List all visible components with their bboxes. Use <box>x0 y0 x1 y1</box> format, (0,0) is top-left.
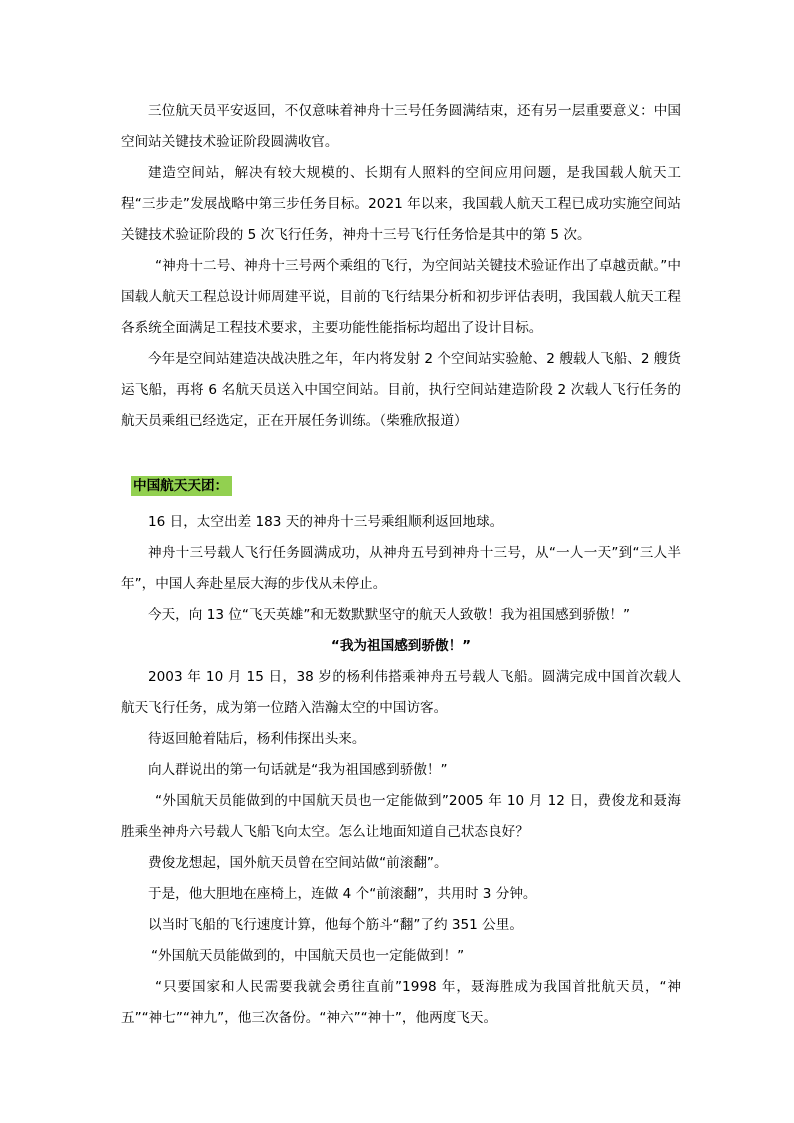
subsection-title: “我为祖国感到骄傲！” <box>330 638 472 654</box>
paragraph-roll-distance: 以当时飞船的飞行速度计算，他每个筋斗“翻”了约 351 公里。 <box>148 917 523 933</box>
paragraph-space-station-goal: 建造空间站，解决有较大规模的、长期有人照料的空间应用问题，是我国载人航天工程“三步走”发展战略中第三步任务目标。2021 年以来，我国载人航天工程已成功实施空间站关键技术验证阶段的 5 次飞行任务，神舟十三号飞行任务恰是其中的第 5 次。 <box>121 165 681 243</box>
paragraph-mission-success: 神舟十三号载人飞行任务圆满成功，从神舟五号到神舟十三号，从“一人一天”到“三人半年”，中国人奔赴星辰大海的步伐从未停止。 <box>121 545 681 592</box>
paragraph-can-do-quote: “外国航天员能做到的，中国航天员也一定能做到！” <box>151 948 465 964</box>
paragraph-salute: 今天，向 13 位“飞天英雄”和无数默默坚守的航天人致敬！我为祖国感到骄傲！” <box>148 607 631 623</box>
paragraph-first-words: 向人群说出的第一句话就是“我为祖国感到骄傲！” <box>148 762 448 778</box>
paragraph-return-day: 16 日，太空出差 183 天的神舟十三号乘组顺利返回地球。 <box>148 514 504 530</box>
section-heading-row <box>131 471 681 501</box>
paragraph-four-rolls: 于是，他大胆地在座椅上，连做 4 个“前滚翻”，共用时 3 分钟。 <box>148 886 537 902</box>
paragraph-chief-designer-quote: “神舟十二号、神舟十三号两个乘组的飞行，为空间站关键技术验证作出了卓越贡献。”中国载人航天工程总设计师周建平说，目前的飞行结果分析和初步评估表明，我国载人航天工程各系统全面满足工程技术要求，主要功能性能指标均超出了设计目标。 <box>121 258 681 336</box>
paragraph-return-significance: 三位航天员平安返回，不仅意味着神舟十三号任务圆满结束，还有另一层重要意义：中国空间站关键技术验证阶段圆满收官。 <box>121 103 681 150</box>
section-heading: 中国航天天团： <box>131 476 232 496</box>
paragraph-shenzhou-six: “外国航天员能做到的中国航天员也一定能做到”2005 年 10 月 12 日，费俊龙和聂海胜乘坐神舟六号载人飞船飞向太空。怎么让地面知道自己状态良好？ <box>121 793 681 840</box>
paragraph-capsule-landing: 待返回舱着陆后，杨利伟探出头来。 <box>148 731 366 747</box>
paragraph-this-year-plan: 今年是空间站建造决战决胜之年，年内将发射 2 个空间站实验舱、2 艘载人飞船、2 艘货运飞船，再将 6 名航天员送入中国空间站。目前，执行空间站建造阶段 2 次载人飞行任务的航天员乘组已经选定，正在开展任务训练。（柴雅欣报道） <box>121 351 681 429</box>
document-page <box>121 96 681 1034</box>
paragraph-forward-roll-idea: 费俊龙想起，国外航天员曾在空间站做“前滚翻”。 <box>148 855 448 871</box>
paragraph-nie-haisheng: “只要国家和人民需要我就会勇往直前”1998 年，聂海胜成为我国首批航天员，“神五”“神七”“神九”，他三次备份。“神六”“神十”，他两度飞天。 <box>121 979 681 1026</box>
section-gap <box>121 437 681 471</box>
paragraph-yang-liwei: 2003 年 10 月 15 日，38 岁的杨利伟搭乘神舟五号载人飞船。圆满完成中国首次载人航天飞行任务，成为第一位踏入浩瀚太空的中国访客。 <box>121 669 681 716</box>
